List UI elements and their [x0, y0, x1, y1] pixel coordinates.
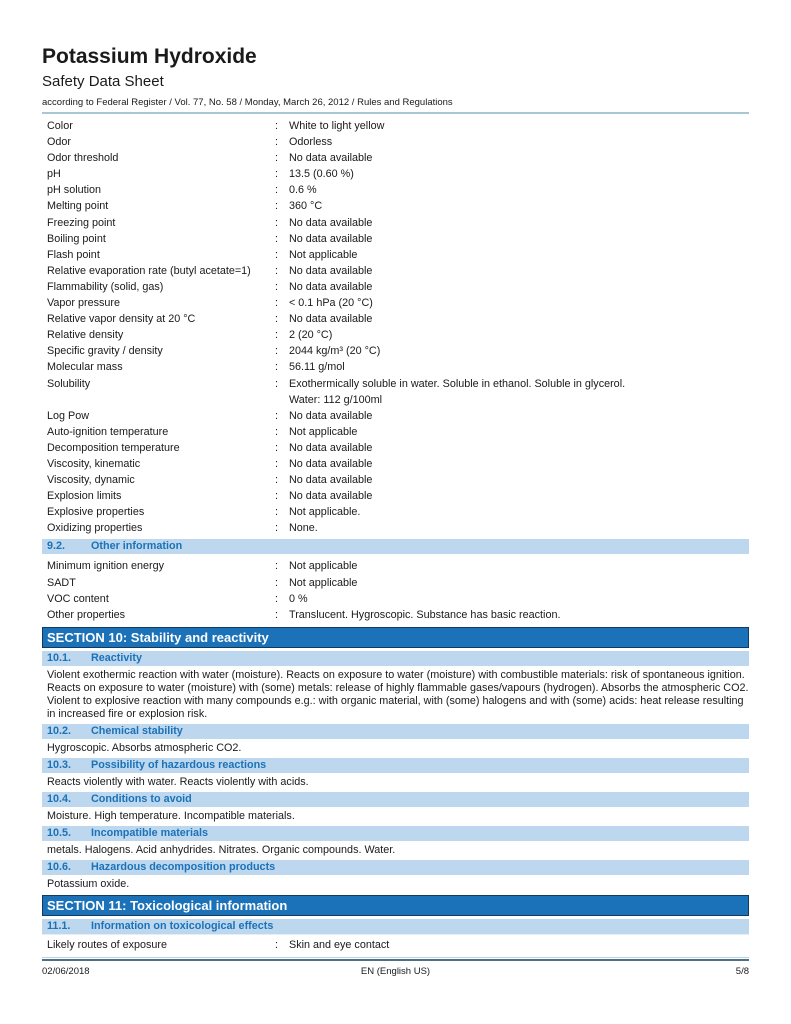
subsection-header-9-2	[42, 539, 749, 554]
property-label: Melting point	[47, 200, 109, 213]
property-row	[42, 118, 749, 134]
property-label: Boiling point	[47, 232, 106, 245]
property-row	[42, 327, 749, 343]
property-value: No data available	[289, 490, 373, 503]
property-label: Molecular mass	[47, 361, 123, 374]
subsection-header-10-2	[42, 724, 749, 739]
property-colon: :	[275, 522, 278, 535]
property-value: Not applicable	[289, 425, 358, 438]
subsection-title: Possibility of hazardous reactions	[91, 758, 267, 771]
property-label: Relative evaporation rate (butyl acetate=1)	[47, 264, 251, 277]
subsection-number: 9.2.	[47, 540, 66, 553]
subsection-title: Conditions to avoid	[91, 792, 192, 805]
property-value: 56.11 g/mol	[289, 361, 345, 374]
footer-language: EN (English US)	[360, 966, 431, 977]
property-value: No data available	[289, 409, 373, 422]
subsection-text: Hygroscopic. Absorbs atmospheric CO2.	[47, 741, 242, 754]
property-value: 360 °C	[289, 200, 323, 213]
property-value: < 0.1 hPa (20 °C)	[289, 297, 373, 310]
page-subtitle: Safety Data Sheet	[42, 73, 164, 90]
property-colon: :	[275, 329, 278, 342]
property-colon: :	[275, 136, 278, 149]
property-row	[42, 488, 749, 504]
subsection-text: Potassium oxide.	[47, 877, 130, 890]
property-row	[42, 456, 749, 472]
property-value: Odorless	[289, 136, 333, 149]
property-label: Odor	[47, 136, 72, 149]
property-colon: :	[275, 441, 278, 454]
property-row	[42, 263, 749, 279]
property-colon: :	[275, 313, 278, 326]
property-value-line1: Exothermically soluble in water. Soluble in ethanol. Soluble in glycerol.	[289, 377, 626, 390]
subsection-number: 10.4.	[47, 792, 72, 805]
property-value: Not applicable	[289, 576, 358, 589]
property-label: Relative vapor density at 20 °C	[47, 313, 196, 326]
property-value: No data available	[289, 474, 373, 487]
property-colon: :	[275, 345, 278, 358]
properties-table	[42, 118, 749, 536]
property-value: Skin and eye contact	[289, 939, 390, 951]
property-colon: :	[275, 152, 278, 165]
property-value: Translucent. Hygroscopic. Substance has basic reaction.	[289, 608, 561, 621]
property-row	[42, 376, 749, 408]
property-row	[42, 558, 749, 574]
property-colon: :	[275, 216, 278, 229]
property-colon: :	[275, 264, 278, 277]
property-label: pH solution	[47, 184, 102, 197]
property-label: Other properties	[47, 608, 126, 621]
property-label: Flammability (solid, gas)	[47, 280, 164, 293]
property-colon: :	[275, 592, 278, 605]
subsection-text: Moisture. High temperature. Incompatible materials.	[47, 809, 295, 822]
property-row	[42, 607, 749, 623]
property-value: No data available	[289, 264, 373, 277]
subsection-header-10-3	[42, 758, 749, 773]
header-rule	[42, 112, 749, 114]
regulation-line: according to Federal Register / Vol. 77, No. 58 / Monday, March 26, 2012 / Rules and Regulations	[42, 97, 453, 108]
property-colon: :	[275, 490, 278, 503]
subsection-number: 10.5.	[47, 826, 72, 839]
property-label: Likely routes of exposure	[47, 939, 168, 951]
property-value: No data available	[289, 232, 373, 245]
property-colon: :	[275, 939, 278, 951]
property-row	[42, 408, 749, 424]
property-label: Solubility	[47, 377, 91, 390]
property-label: Log Pow	[47, 409, 90, 422]
property-row	[42, 424, 749, 440]
property-value: No data available	[289, 280, 373, 293]
property-label: Flash point	[47, 248, 100, 261]
property-value: No data available	[289, 457, 373, 470]
property-row	[42, 166, 749, 182]
property-row	[42, 440, 749, 456]
property-row	[42, 520, 749, 536]
page-title: Potassium Hydroxide	[42, 45, 257, 68]
subsection-header-10-5	[42, 826, 749, 841]
subsection-header-10-6	[42, 860, 749, 875]
property-label: Explosive properties	[47, 506, 145, 519]
property-row	[42, 311, 749, 327]
subsection-text: metals. Halogens. Acid anhydrides. Nitrates. Organic compounds. Water.	[47, 843, 396, 856]
property-value	[289, 376, 749, 408]
subsection-title: Incompatible materials	[91, 826, 209, 839]
property-row	[42, 934, 749, 958]
subsection-header-11-1	[42, 919, 749, 934]
property-value: None.	[289, 522, 318, 535]
property-row	[42, 198, 749, 214]
property-colon: :	[275, 232, 278, 245]
property-value: 2 (20 °C)	[289, 329, 333, 342]
subsection-title: Information on toxicological effects	[91, 919, 274, 932]
section-header-10	[42, 627, 749, 648]
subsection-header-10-1	[42, 651, 749, 666]
property-row	[42, 504, 749, 520]
property-label: Color	[47, 120, 73, 132]
property-colon: :	[275, 120, 278, 132]
subsection-number: 10.6.	[47, 860, 72, 873]
property-colon: :	[275, 560, 278, 573]
property-colon: :	[275, 457, 278, 470]
subsection-title: Chemical stability	[91, 724, 183, 737]
property-colon: :	[275, 361, 278, 374]
subsection-title: Other information	[91, 540, 183, 553]
footer-date: 02/06/2018	[42, 966, 90, 977]
property-label: Relative density	[47, 329, 124, 342]
property-label: Vapor pressure	[47, 297, 121, 310]
property-value: 13.5 (0.60 %)	[289, 168, 354, 181]
property-label: VOC content	[47, 592, 109, 605]
property-row	[42, 182, 749, 198]
section-header-11	[42, 895, 749, 916]
property-colon: :	[275, 184, 278, 197]
property-row	[42, 279, 749, 295]
property-value: Not applicable	[289, 248, 358, 261]
property-row	[42, 247, 749, 263]
property-row	[42, 343, 749, 359]
other-information-table	[42, 558, 749, 622]
property-value: No data available	[289, 441, 373, 454]
property-value: White to light yellow	[289, 120, 385, 132]
property-value: Not applicable	[289, 560, 358, 573]
property-label: Oxidizing properties	[47, 522, 143, 535]
subsection-title: Hazardous decomposition products	[91, 860, 276, 873]
property-value: 0 %	[289, 592, 308, 605]
subsection-header-10-4	[42, 792, 749, 807]
subsection-number: 10.1.	[47, 651, 72, 664]
property-colon: :	[275, 506, 278, 519]
property-value: No data available	[289, 216, 373, 229]
property-label: Odor threshold	[47, 152, 119, 165]
page-footer	[42, 959, 749, 978]
property-colon: :	[275, 200, 278, 213]
property-row	[42, 591, 749, 607]
subsection-title: Reactivity	[91, 651, 143, 664]
property-row	[42, 472, 749, 488]
property-row	[42, 215, 749, 231]
property-colon: :	[275, 248, 278, 261]
subsection-number: 10.3.	[47, 758, 72, 771]
subsection-number: 10.2.	[47, 724, 72, 737]
property-colon: :	[275, 474, 278, 487]
property-value: 2044 kg/m³ (20 °C)	[289, 345, 381, 358]
subsection-text: Violent exothermic reaction with water (moisture). Reacts on exposure to water (moisture) with combustible materials: risk of spontaneous ignition. Reacts on exposure to water (moisture) with (some) metals: release of highly flammable gases/vapours (hydrogen). Absorbs the atmospheric CO2. Violent to explosive reaction with many compounds e.g.: with organic material, with (some) halogens and with (some) acids: heat release resulting in increased fire or explosion risk.	[47, 668, 749, 720]
property-colon: :	[275, 168, 278, 181]
property-colon: :	[275, 409, 278, 422]
property-value-line2: Water: 112 g/100ml	[289, 393, 383, 406]
toxicology-table	[42, 934, 749, 958]
property-label: Minimum ignition energy	[47, 560, 165, 573]
property-label: Viscosity, kinematic	[47, 457, 141, 470]
property-colon: :	[275, 425, 278, 438]
subsection-text: Reacts violently with water. Reacts violently with acids.	[47, 775, 309, 788]
property-row	[42, 295, 749, 311]
property-row	[42, 134, 749, 150]
property-colon: :	[275, 576, 278, 589]
property-colon: :	[275, 297, 278, 310]
property-value: No data available	[289, 152, 373, 165]
property-label: pH	[47, 168, 61, 181]
subsection-number: 11.1.	[47, 919, 71, 932]
property-value: No data available	[289, 313, 373, 326]
property-label: Decomposition temperature	[47, 441, 180, 454]
property-colon: :	[275, 280, 278, 293]
property-row	[42, 575, 749, 591]
property-label: Specific gravity / density	[47, 345, 163, 358]
property-colon: :	[275, 608, 278, 621]
section-title: SECTION 10: Stability and reactivity	[47, 629, 269, 645]
property-label: Auto-ignition temperature	[47, 425, 169, 438]
property-value: 0.6 %	[289, 184, 317, 197]
property-row	[42, 359, 749, 375]
property-colon: :	[275, 377, 278, 390]
property-label: Freezing point	[47, 216, 116, 229]
footer-page-number: 5/8	[735, 966, 750, 977]
property-value: Not applicable.	[289, 506, 361, 519]
property-label: Explosion limits	[47, 490, 122, 503]
section-title: SECTION 11: Toxicological information	[47, 897, 288, 913]
property-row	[42, 231, 749, 247]
property-row	[42, 150, 749, 166]
property-label: SADT	[47, 576, 76, 589]
property-label: Viscosity, dynamic	[47, 474, 135, 487]
